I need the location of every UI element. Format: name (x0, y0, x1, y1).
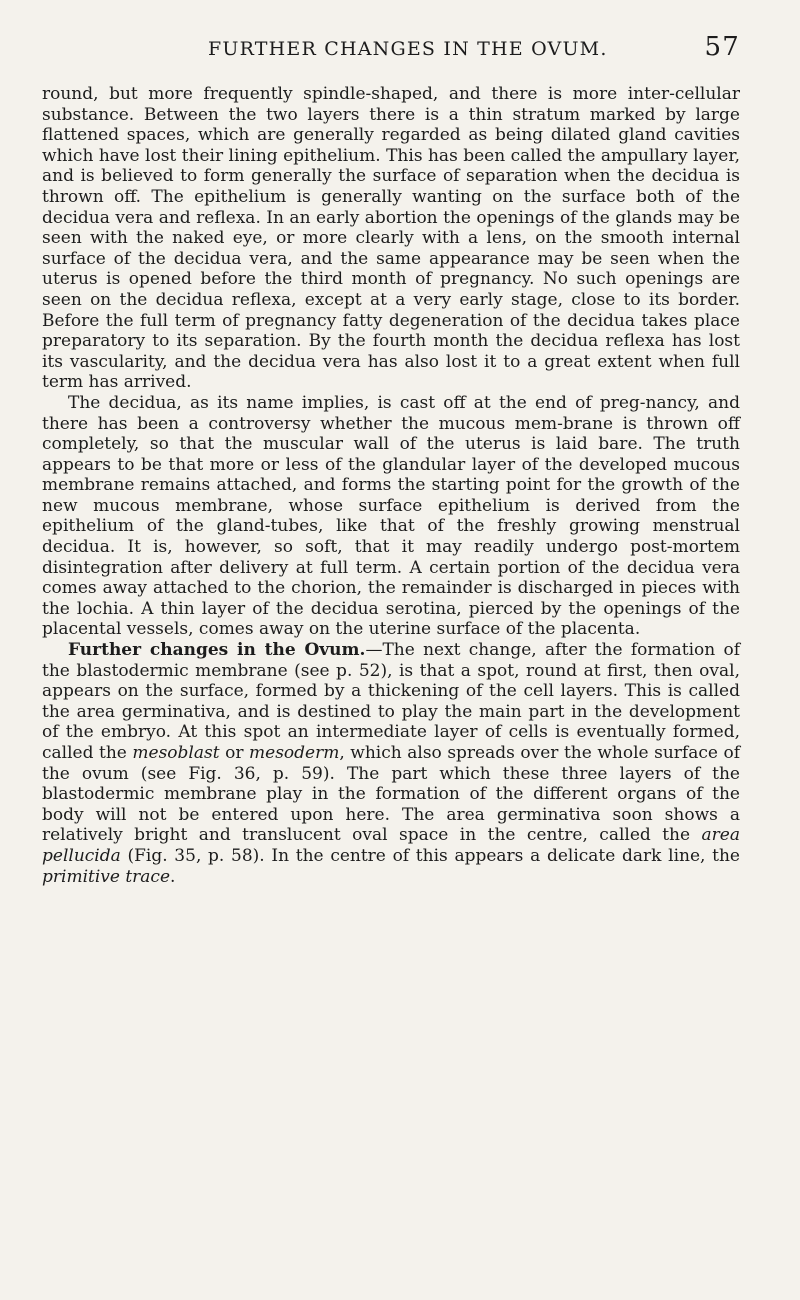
page-number: 57 (704, 32, 740, 62)
page-header (40, 32, 740, 68)
paragraph-3 (42, 640, 740, 887)
paragraph-3-text-c: , which also spreads over the whole surface of the ovum (see Fig. 36, p. 59). The part which these three layers of the blastodermic membrane play in the formation of the different organs of the body will not be entered upon here. The area germinativa soon shows a relatively bright and translucent oval space in the centre, called the (42, 743, 741, 846)
paragraph-3-text-e: . (170, 866, 176, 887)
term-area-pellucida: area pellucida (42, 825, 740, 866)
paragraph-3-text-b: or (219, 743, 250, 763)
paragraph-1: round, but more frequently spindle-shaped, and there is more inter-cellular substance. Between the two layers there is a thin stratum marked by large flattened spaces, which are generally regarded as being dilated gland cavities which have lost their lining epithelium. This has been called the ampullary layer, and is believed to form generally the surface of separation when the decidua is thrown off. The epithelium is generally wanting on the surface both of the decidua vera and reflexa. In an early abortion the openings of the glands may be seen with the naked eye, or more clearly with a lens, on the smooth internal surface of the decidua vera, and the same appearance may be seen when the uterus is opened before the third month of pregnancy. No such openings are seen on the decidua reflexa, except at a very early stage, close to its border. Before the full term of pregnancy fatty degeneration of the decidua takes place preparatory to its separation. By the fourth month the decidua reflexa has lost its vascularity, and the decidua vera has also lost it to a great extent when full term has arrived. (42, 84, 740, 393)
paragraph-3-text-a: —The next change, after the formation of the blastodermic membrane (see p. 52), is that a spot, round at first, then oval, appears on the surface, formed by a thickening of the cell layers. This is called the area germinativa, and is destined to play the main part in the development of the embryo. At this spot an intermediate layer of cells is eventually formed, called the (42, 640, 740, 763)
section-heading: Further changes in the Ovum. (68, 640, 366, 661)
term-primitive-trace: primitive trace (42, 866, 171, 887)
body-text (42, 84, 740, 887)
paragraph-3-text-d: (Fig. 35, p. 58). In the centre of this appears a delicate dark line, the (120, 845, 740, 866)
paragraph-2: The decidua, as its name implies, is cast off at the end of preg-nancy, and there has been a controversy whether the mucous mem-brane is thrown off completely, so that the muscular wall of the uterus is laid bare. The truth appears to be that more or less of the glandular layer of the developed mucous membrane remains attached, and forms the starting point for the growth of the new mucous membrane, whose surface epithelium is derived from the epithelium of the gland-tubes, like that of the freshly growing menstrual decidua. It is, however, so soft, that it may readily undergo post-mortem disintegration after delivery at full term. A certain portion of the decidua vera comes away attached to the chorion, the remainder is discharged in pieces with the lochia. A thin layer of the decidua serotina, pierced by the openings of the placental vessels, comes away on the uterine surface of the placenta. (42, 392, 740, 640)
term-mesoderm: mesoderm (249, 743, 340, 763)
running-title: FURTHER CHANGES IN THE OVUM. (208, 38, 608, 60)
term-mesoblast: mesoblast (132, 743, 220, 763)
